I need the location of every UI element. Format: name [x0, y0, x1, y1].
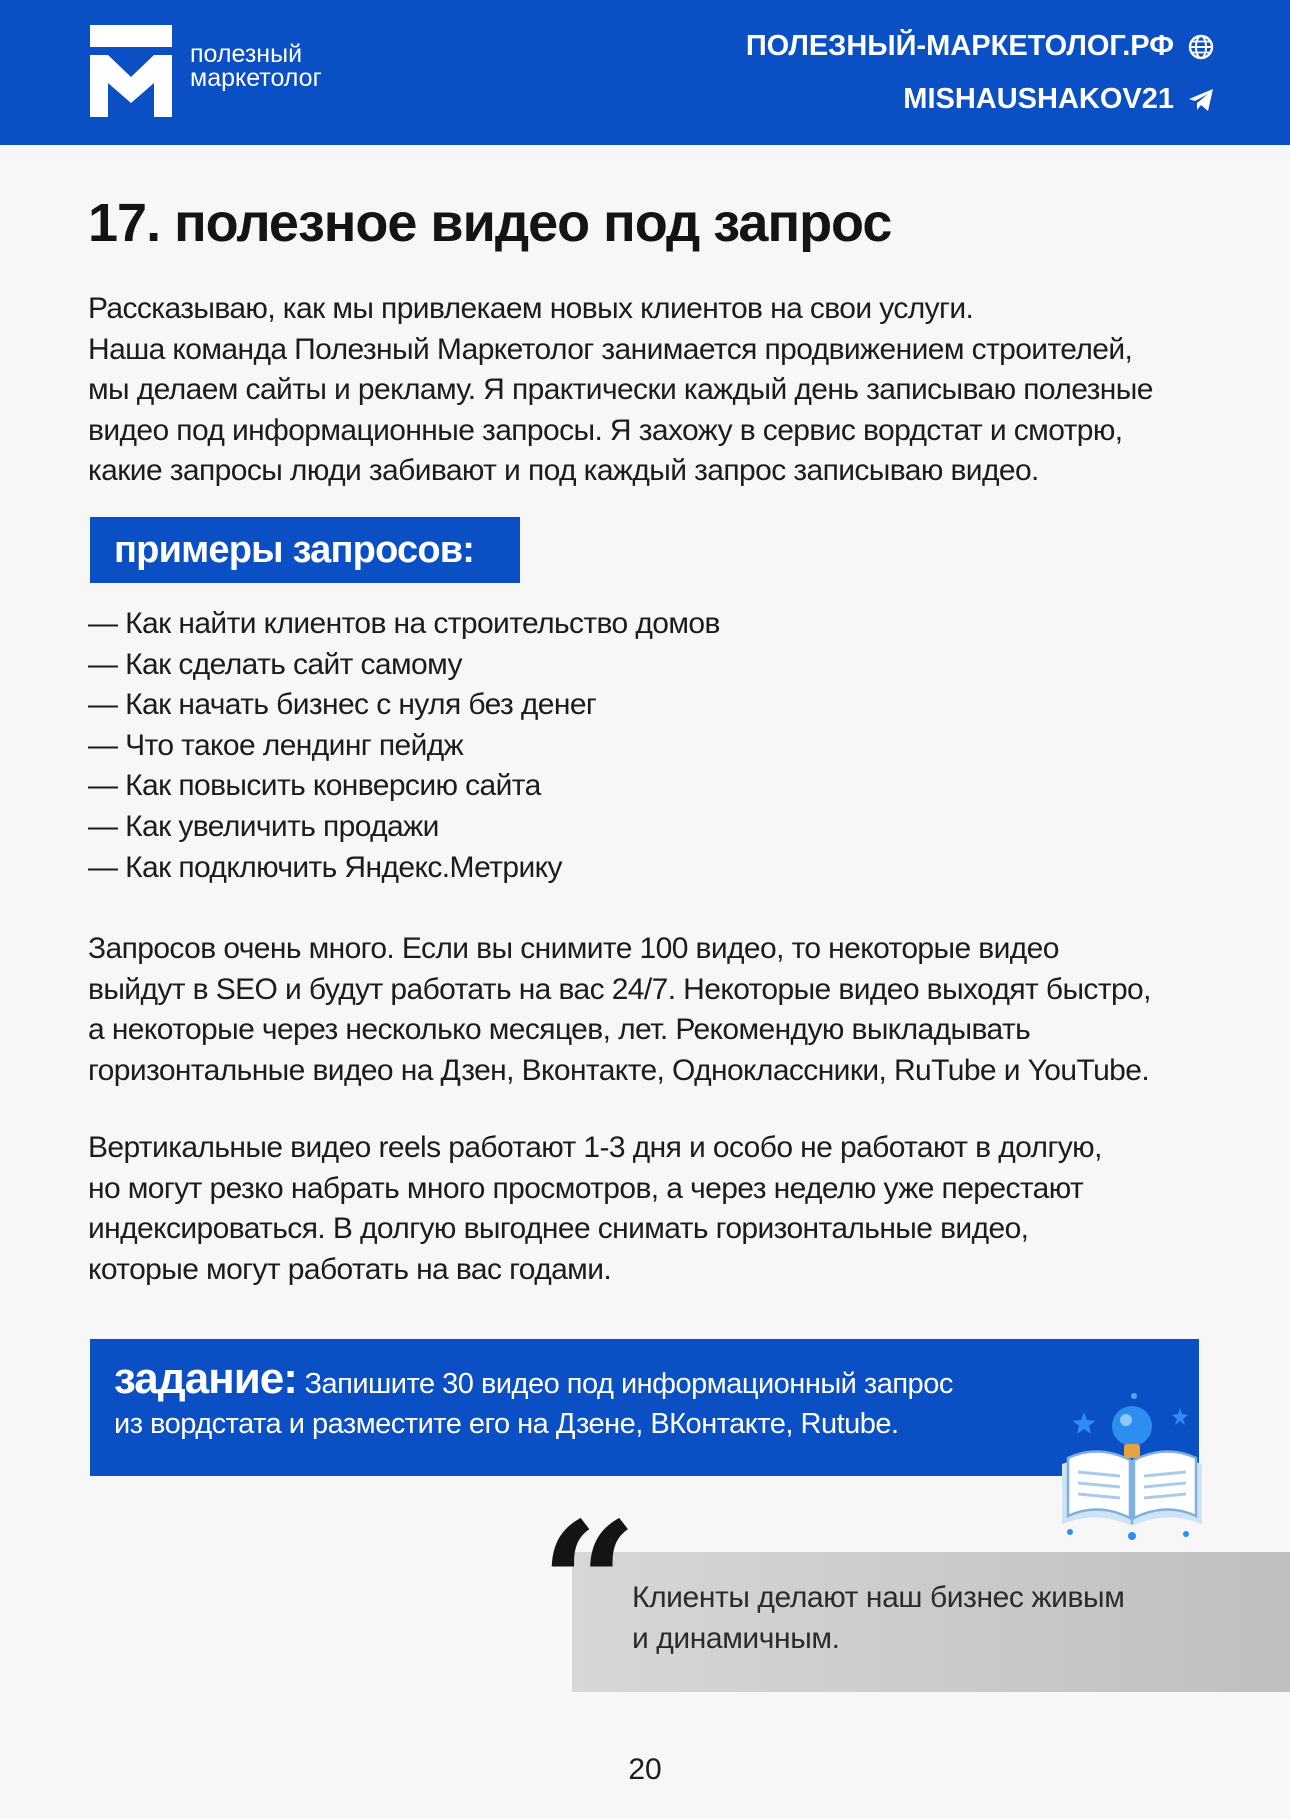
- list-item: — Как увеличить продажи: [88, 809, 439, 843]
- list-item: — Как начать бизнес с нуля без денег: [88, 688, 597, 722]
- intro-paragraph: [88, 289, 1278, 492]
- telegram-link[interactable]: [903, 83, 1214, 116]
- quote-text: [632, 1577, 1124, 1659]
- intro-line: мы делаем сайты и рекламу. Я практически каждый день записываю полезные: [88, 373, 1153, 406]
- list-item: — Что такое лендинг пейдж: [88, 728, 464, 762]
- paragraph-line: которые могут работать на вас годами.: [88, 1252, 612, 1286]
- paragraph-line: индексироваться. В долгую выгоднее снимать горизонтальные видео,: [88, 1212, 1029, 1245]
- examples-list: [88, 604, 720, 888]
- task-text-2: из вордстата и разместите его на Дзене, ВКонтакте, Rutube.: [114, 1408, 899, 1440]
- quote-icon: “: [540, 1485, 638, 1685]
- page-number: 20: [628, 1753, 662, 1786]
- intro-line: какие запросы люди забивают и под каждый запрос записываю видео.: [88, 454, 1039, 487]
- paragraph-line: а некоторые через несколько месяцев, лет. Рекомендую выкладывать: [88, 1013, 1031, 1046]
- task-box: [90, 1339, 1199, 1476]
- paragraph-line: Запросов очень много. Если вы снимите 100 видео, то некоторые видео: [88, 932, 1059, 965]
- logo-icon: [90, 25, 172, 117]
- quote-line-2: и динамичным.: [632, 1622, 840, 1655]
- list-item: — Как сделать сайт самому: [88, 647, 462, 681]
- list-item: — Как подключить Яндекс.Метрику: [88, 850, 562, 884]
- page-title: 17. полезное видео под запрос: [88, 193, 892, 253]
- telegram-icon: [1188, 87, 1214, 113]
- paragraph-line: но могут резко набрать много просмотров, а через неделю уже перестают: [88, 1171, 1084, 1205]
- task-text-1: Запишите 30 видео под информационный запрос: [304, 1368, 953, 1400]
- list-item: — Как найти клиентов на строительство домов: [88, 607, 720, 640]
- intro-line: видео под информационные запросы. Я захожу в сервис вордстат и смотрю,: [88, 413, 1123, 447]
- task-label: задание:: [114, 1354, 297, 1403]
- reels-paragraph: [88, 1128, 1278, 1290]
- site-link[interactable]: [746, 30, 1214, 63]
- telegram-link-text[interactable]: MISHAUSHAKOV21: [903, 83, 1174, 115]
- page-header: [0, 0, 1290, 145]
- intro-line: Рассказываю, как мы привлекаем новых клиентов на свои услуги.: [88, 292, 974, 325]
- task-line-1: [114, 1354, 1199, 1404]
- logo-line-1: полезный: [190, 40, 303, 68]
- seo-paragraph: [88, 929, 1278, 1091]
- book-lightbulb-icon: [1052, 1384, 1212, 1544]
- paragraph-line: Вертикальные видео reels работают 1-3 дня и особо не работают в долгую,: [88, 1131, 1102, 1164]
- intro-line: Наша команда Полезный Маркетолог занимается продвижением строителей,: [88, 332, 1133, 366]
- paragraph-line: выйдут в SEO и будут работать на вас 24/7. Некоторые видео выходят быстро,: [88, 972, 1151, 1006]
- quote-box: [572, 1552, 1290, 1692]
- site-link-text[interactable]: ПОЛЕЗНЫЙ-МАРКЕТОЛОГ.РФ: [745, 30, 1174, 62]
- paragraph-line: горизонтальные видео на Дзен, Вконтакте, Одноклассники, RuTube и YouTube.: [88, 1053, 1150, 1087]
- globe-icon: [1188, 34, 1214, 60]
- quote-line-1: Клиенты делают наш бизнес живым: [632, 1581, 1125, 1614]
- examples-heading: примеры запросов:: [90, 517, 520, 583]
- logo-line-2: маркетолог: [190, 64, 322, 92]
- list-item: — Как повысить конверсию сайта: [88, 769, 541, 803]
- logo-text: [190, 42, 322, 90]
